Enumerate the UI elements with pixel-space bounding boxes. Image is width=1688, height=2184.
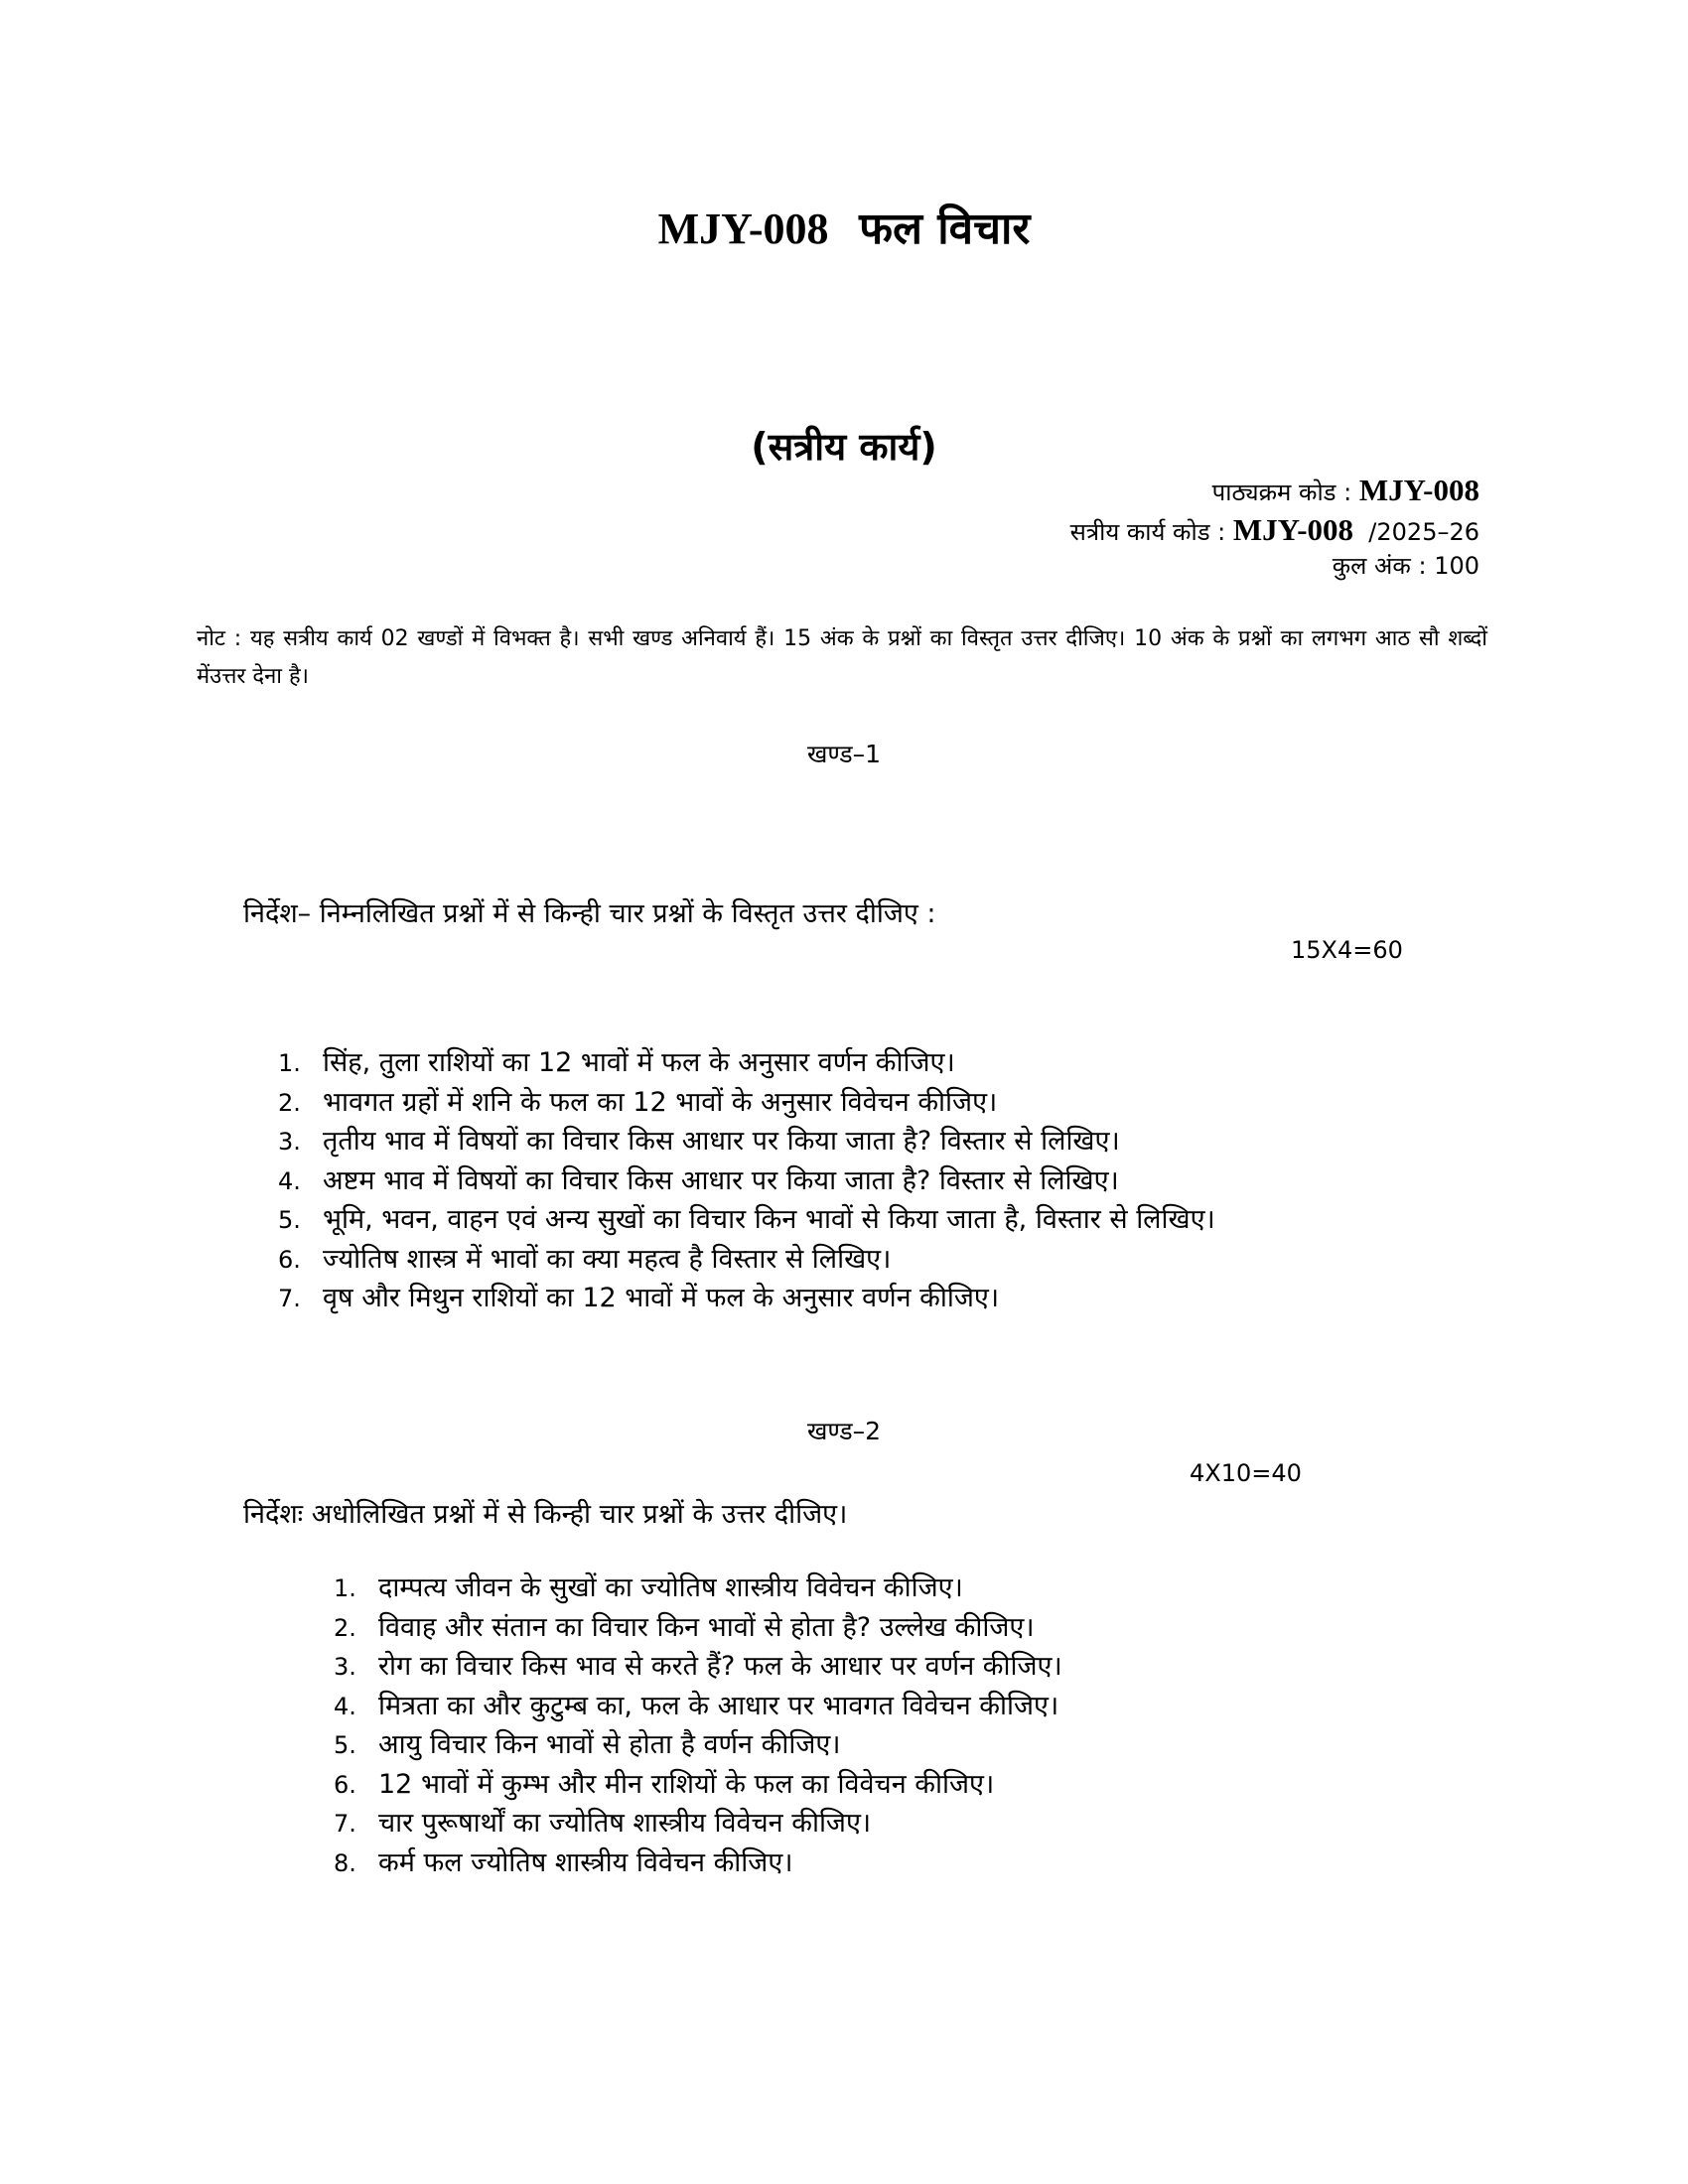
- section-1-heading: खण्ड–1: [806, 740, 882, 768]
- course-code-value: MJY-008: [1358, 473, 1479, 507]
- total-marks-line: [1333, 546, 1479, 586]
- question-item: 7. चार पुरूषार्थों का ज्योतिष शास्त्रीय विवेचन कीजिए।: [334, 1808, 872, 1839]
- question-item: 8. कर्म फल ज्योतिष शास्त्रीय विवेचन कीजिए।: [334, 1846, 793, 1878]
- question-item: 5. भूमि, भवन, वाहन एवं अन्य सुखों का विचार किन भावों से किया जाता है, विस्तार से लिखिए।: [278, 1204, 1215, 1235]
- total-marks-label: कुल अंक :: [1332, 552, 1427, 580]
- question-item: 1. दाम्पत्य जीवन के सुखों का ज्योतिष शास्त्रीय विवेचन कीजिए।: [334, 1572, 963, 1603]
- course-code-label: पाठ्यक्रम कोड :: [1211, 478, 1352, 506]
- section-1-question-list: [278, 1043, 1215, 1318]
- section-2-heading: खण्ड–2: [806, 1417, 882, 1445]
- title-course-name: फल विचार: [859, 204, 1031, 254]
- question-item: 3. तृतीय भाव में विषयों का विचार किस आधार पर किया जाता है? विस्तार से लिखिए।: [278, 1126, 1120, 1157]
- page-title: [0, 197, 1688, 256]
- question-item: 3. रोग का विचार किस भाव से करते हैं? फल के आधार पर वर्णन कीजिए।: [334, 1651, 1062, 1682]
- note-paragraph: नोट : यह सत्रीय कार्य 02 खण्डों में विभक्त है। सभी खण्ड अनिवार्य हैं। 15 अंक के प्रश्नों का विस्तृत उत्तर दीजिए। 10 अंक के प्रश्नों का लगभग आठ सौ शब्दों मेंउत्तर देना है।: [197, 626, 1487, 689]
- section-2-marks: 4X10=40: [1190, 1459, 1302, 1487]
- question-item: 6. ज्योतिष शास्त्र में भावों का क्या महत्व है विस्तार से लिखिए।: [278, 1243, 892, 1275]
- assignment-session: /2025–26: [1368, 518, 1479, 546]
- assignment-code-value: MJY-008: [1232, 512, 1354, 547]
- title-course-code: MJY-008: [657, 205, 829, 253]
- question-item: 4. मित्रता का और कुटुम्ब का, फल के आधार पर भावगत विवेचन कीजिए।: [334, 1690, 1059, 1721]
- question-item: 5. आयु विचार किन भावों से होता है वर्णन कीजिए।: [334, 1729, 841, 1760]
- section-1-marks: 15X4=60: [1291, 936, 1403, 964]
- question-item: 4. अष्टम भाव में विषयों का विचार किस आधार पर किया जाता है? विस्तार से लिखिए।: [278, 1164, 1119, 1196]
- question-item: 1. सिंह, तुला राशियों का 12 भावों में फल के अनुसार वर्णन कीजिए।: [278, 1047, 955, 1078]
- section-1-instruction: निर्देश– निम्नलिखित प्रश्नों में से किन्ही चार प्रश्नों के विस्तृत उत्तर दीजिए :: [243, 898, 936, 929]
- page-subtitle: (सत्रीय कार्य): [751, 425, 937, 469]
- question-item: 2. भावगत ग्रहों में शनि के फल का 12 भावों के अनुसार विवेचन कीजिए।: [278, 1086, 998, 1118]
- course-code-line: [1212, 471, 1479, 512]
- section-2-instruction: निर्देशः अधोलिखित प्रश्नों में से किन्ही चार प्रश्नों के उत्तर दीजिए।: [243, 1499, 848, 1530]
- section-2-question-list: [334, 1569, 1062, 1882]
- question-item: 6. 12 भावों में कुम्भ और मीन राशियों के फल का विवेचन कीजिए।: [334, 1768, 995, 1800]
- question-item: 2. विवाह और संतान का विचार किन भावों से होता है? उल्लेख कीजिए।: [334, 1611, 1035, 1643]
- question-item: 7. वृष और मिथुन राशियों का 12 भावों में फल के अनुसार वर्णन कीजिए।: [278, 1283, 1000, 1313]
- total-marks-value: 100: [1434, 552, 1479, 580]
- assignment-code-label: सत्रीय कार्य कोड :: [1069, 518, 1226, 546]
